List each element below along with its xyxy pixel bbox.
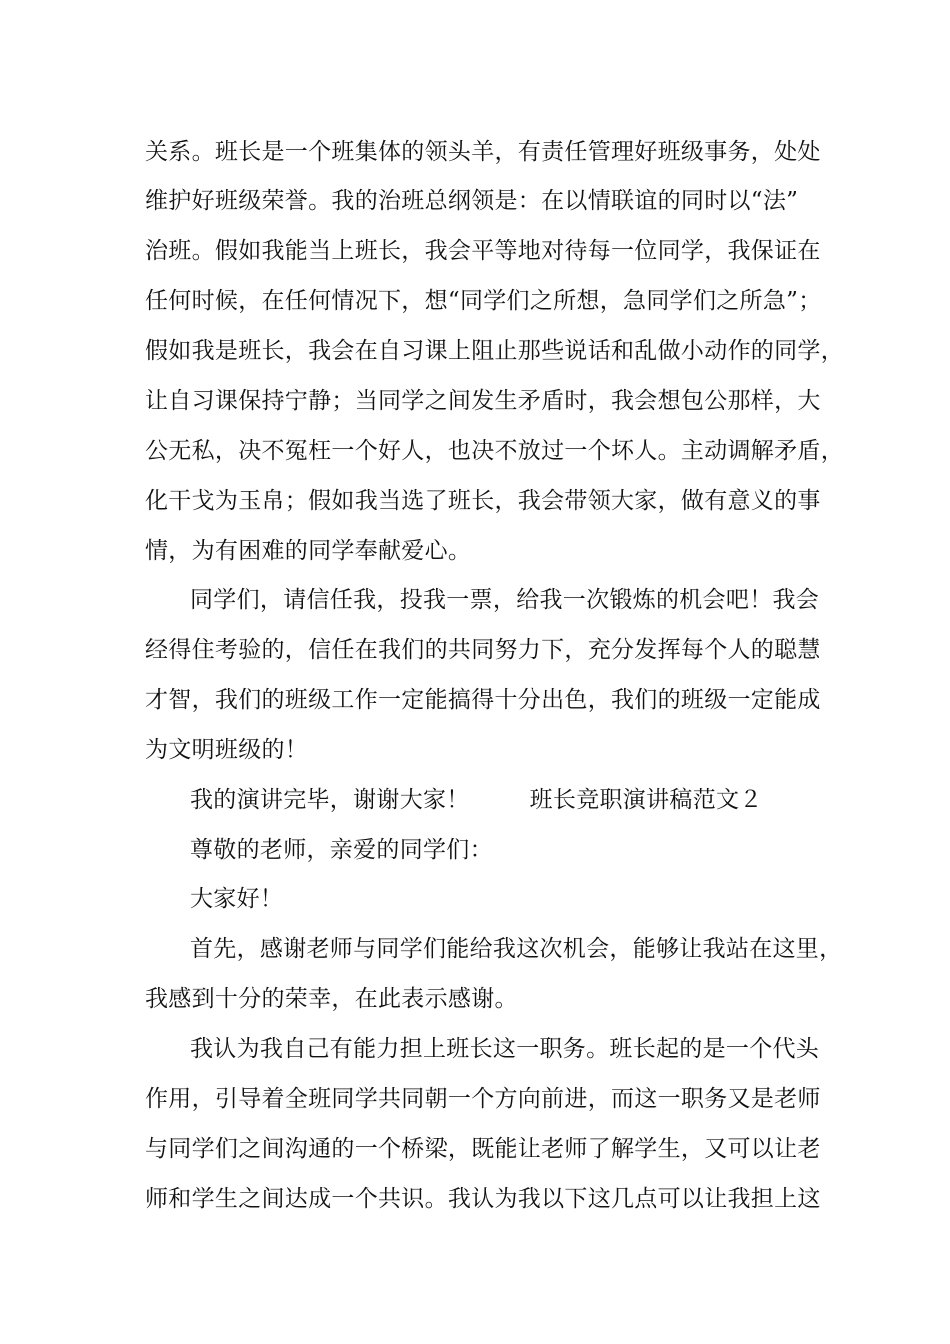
text-line: 为文明班级的！	[145, 737, 309, 763]
text-line: 与同学们之间沟通的一个桥梁，既能让老师了解学生，又可以让老	[145, 1136, 821, 1162]
text-line: 治班。假如我能当上班长，我会平等地对待每一位同学，我保证在	[145, 238, 821, 264]
text-line: 化干戈为玉帛；假如我当选了班长，我会带领大家，做有意义的事	[145, 488, 821, 514]
greeting: 大家好！	[190, 886, 284, 912]
salutation: 尊敬的老师，亲爱的同学们：	[190, 837, 493, 863]
text-line: 任何时候，在任何情况下，想“同学们之所想，急同学们之所急”；	[145, 288, 822, 314]
text-line: 经得住考验的，信任在我们的共同努力下，充分发挥每个人的聪慧	[145, 637, 821, 663]
closing-and-title-line	[190, 785, 763, 815]
text-line: 维护好班级荣誉。我的治班总纲领是：在以情联谊的同时以“法”	[145, 188, 799, 214]
text-line: 师和学生之间达成一个共识。我认为我以下这几点可以让我担上这	[145, 1186, 821, 1212]
text-line: 假如我是班长，我会在自习课上阻止那些说话和乱做小动作的同学，	[145, 338, 844, 364]
section-title: 班长竞职演讲稿范文２	[529, 787, 763, 813]
closing-remark: 我的演讲完毕，谢谢大家！	[190, 787, 470, 813]
paragraph-first-line: 我认为我自己有能力担上班长这一职务。班长起的是一个代头	[190, 1036, 820, 1062]
text-line: 关系。班长是一个班集体的领头羊，有责任管理好班级事务，处处	[145, 139, 821, 165]
text-line: 作用，引导着全班同学共同朝一个方向前进，而这一职务又是老师	[145, 1086, 821, 1112]
text-line: 我感到十分的荣幸，在此表示感谢。	[145, 986, 518, 1012]
text-line: 让自习课保持宁静；当同学之间发生矛盾时，我会想包公那样，大	[145, 388, 821, 414]
paragraph-first-line: 同学们，请信任我，投我一票，给我一次锻炼的机会吧！我会	[190, 587, 820, 613]
text-line: 情，为有困难的同学奉献爱心。	[145, 538, 472, 564]
paragraph-first-line: 首先，感谢老师与同学们能给我这次机会，能够让我站在这里，	[190, 936, 843, 962]
text-line: 公无私，决不冤枉一个好人，也决不放过一个坏人。主动调解矛盾，	[145, 438, 844, 464]
text-line: 才智，我们的班级工作一定能搞得十分出色，我们的班级一定能成	[145, 687, 821, 713]
